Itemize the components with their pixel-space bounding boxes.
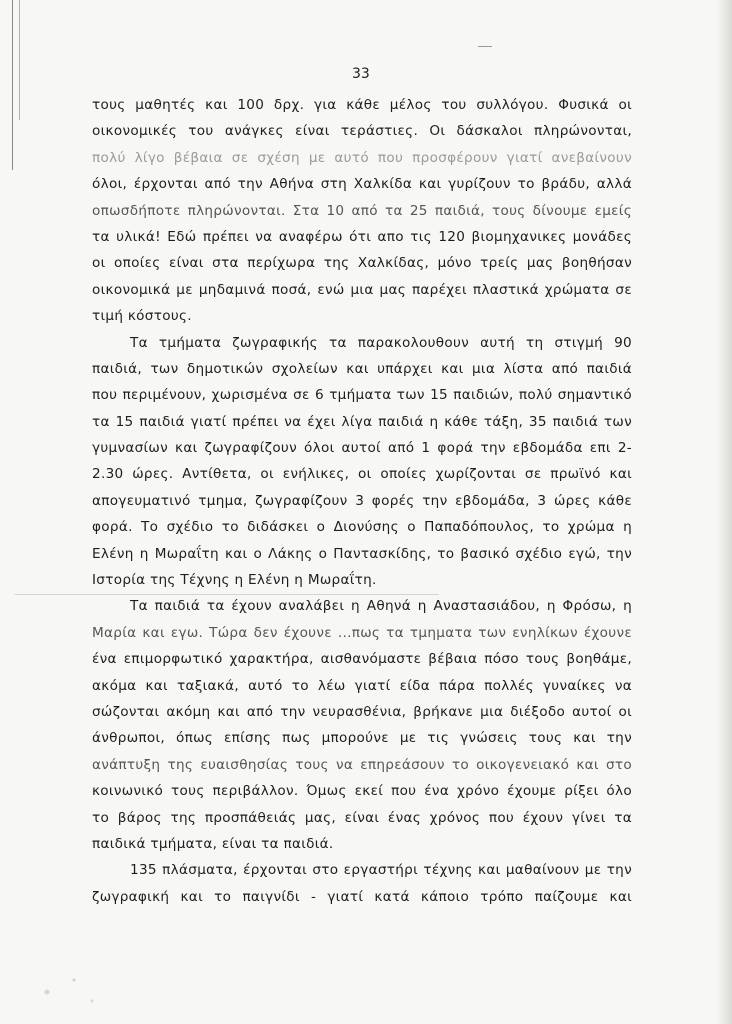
text-line: οικονομικές του ανάγκες είναι τεράστιες. Οι δάσκαλοι πληρώνονται, [92,123,632,140]
text-line: που περιμένουν, χωρισμένα σε 6 τμήματα των 15 παιδιών, πολύ σημαντικό [92,387,632,404]
text-line: ακόμα και ταξιακά, αυτό το λέω γιατί είδα πάρα πολλές γυναίκες να [92,677,632,694]
text-line: οπωσδήποτε πληρώνονται. Στα 10 από τα 25 παιδιά, τους δίνουμε εμείς [92,202,632,219]
text-line: ζωγραφική και το παιγνίδι - γιατί κατά κάποιο τρόπο παίζουμε και [92,888,632,905]
text-line: τα υλικά! Εδώ πρέπει να αναφέρω ότι απο τις 120 βιομηχανικες μονάδες [92,228,632,245]
text-line: οικονομικά με μηδαμινά ποσά, ενώ μια μας παρέχει πλαστικά χρώματα σε [92,281,632,298]
body-text [92,92,632,910]
text-line: ένα επιμορφωτικό χαρακτήρα, αισθανόμαστε βέβαια πόσο τους βοηθάμε, [92,651,632,668]
text-line: σώζονται ακόμη και από την νευρασθένια, βρήκανε μια διέξοδο αυτοί οι [92,703,632,720]
text-line: πολύ λίγο βέβαια σε σχέση με αυτό που προσφέρουν γιατί ανεβαίνουν [92,149,632,166]
text-line: τα 15 παιδιά γιατί πρέπει να έχει λίγα παιδιά η κάθε τάξη, 35 παιδιά των [92,413,632,430]
text-line: Τα τμήματα ζωγραφικής τα παρακολουθουν αυτή τη στιγμή 90 [130,334,632,351]
text-line: ανάπτυξη της ευαισθησίας τους να επηρεάσουν το οικογενειακό και στο [92,756,632,773]
text-line: Ιστορία της Τέχνης η Ελένη η Μωραΐτη. [92,572,377,589]
text-line: όλοι, έρχονται από την Αθήνα στη Χαλκίδα και γυρίζουν το βράδυ, αλλά [92,176,632,193]
text-line: το βάρος της προσπάθειάς μας, είναι ένας χρόνος που έχουν γίνει τα [92,809,632,826]
text-line: τιμή κόστους. [92,308,192,325]
text-line: 135 πλάσματα, έρχονται στο εργαστήρι τέχνης και μαθαίνουν με την [130,862,632,879]
scan-mark [478,46,492,47]
text-line: παιδικά τμήματα, είναι τα παιδιά. [92,835,334,852]
text-line: 2.30 ώρες. Αντίθετα, οι ενήλικες, οι οποίες χωρίζονται σε πρωϊνό και [92,466,632,483]
scan-speckle-marks [20,956,110,1016]
binding-edge-line [12,0,13,170]
text-line: κοινωνικό τους περιβάλλον. Όμως εκεί που ένα χρόνο έχουμε ρίξει όλο [92,783,632,800]
scan-edge-shadow [716,0,732,1024]
binding-edge-line-secondary [19,0,20,120]
text-line: οι οποίες είναι στα περίχωρα της Χαλκίδας, μόνο τρείς μας βοηθήσαν [92,255,632,272]
text-line: παιδιά, των δημοτικών σχολείων και υπάρχει και μια λίστα από παιδιά [92,360,632,377]
text-line: Μαρία και εγω. Τώρα δεν έχουνε ...πως τα τμηματα των ενηλίκων έχουνε [92,624,632,641]
text-line: τους μαθητές και 100 δρχ. για κάθε μέλος του συλλόγου. Φυσικά οι [92,97,632,113]
text-line: Τα παιδιά τα έχουν αναλάβει η Αθηνά η Αναστασιάδου, η Φρόσω, η [130,598,632,615]
page-number: 33 [352,66,370,82]
text-line: Ελένη η Μωραΐτη και ο Λάκης ο Παντασκίδης, το βασικό σχέδιο εγώ, την [92,545,632,562]
text-line: γυμνασίων και ζωγραφίζουν όλοι αυτοί από 1 φορά την εβδομάδα επι 2- [92,440,632,457]
text-line: απογευματινό τμημα, ζωγραφίζουν 3 φορές την εβδομάδα, 3 ώρες κάθε [92,492,632,509]
text-line: φορά. Το σχέδιο το διδάσκει ο Διονύσης ο Παπαδόπουλος, το χρώμα η [92,519,632,536]
text-line: άνθρωποι, όπως επίσης πως μπορούνε με τις γνώσεις τους και την [92,730,632,747]
